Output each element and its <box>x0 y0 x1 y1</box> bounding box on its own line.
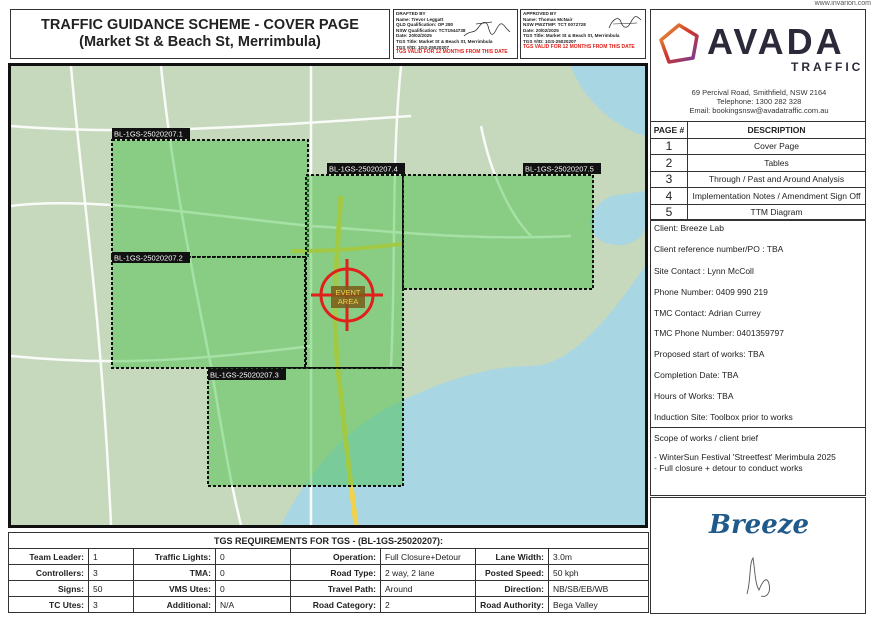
page-number: 5 <box>651 204 688 221</box>
requirements-row <box>9 565 649 581</box>
approved-signature <box>607 14 643 32</box>
approved-tgs-no: TGS #/ID: 1GS-25020207 <box>523 38 577 44</box>
client-reference: Client reference number/PO : TBA <box>654 244 784 254</box>
req-value: Bega Valley <box>549 597 649 613</box>
page-number: 4 <box>651 188 688 205</box>
req-value: 2 way, 2 lane <box>381 565 476 581</box>
drafted-tgs-no: TGS #/ID: 1GS-25020207 <box>396 44 450 50</box>
drafted-qld: QLD Qualification: OP 280 <box>396 22 454 28</box>
site-map <box>8 63 648 528</box>
scope-line-2: - Full closure + detour to conduct works <box>654 463 803 473</box>
page-description: Tables <box>688 155 866 172</box>
drafted-valid: TGS VALID FOR 12 MONTHS FROM THIS DATE <box>396 49 508 56</box>
client-name: Client: Breeze Lab <box>654 223 724 233</box>
source-url: www.invarion.com <box>814 0 871 7</box>
drafted-by-box <box>393 9 518 59</box>
zone-1-label: BL-1GS-25020207.1 <box>114 129 183 139</box>
req-label: TC Utes: <box>9 597 89 613</box>
zone-3-label: BL-1GS-25020207.3 <box>210 370 279 380</box>
req-value: 3 <box>89 565 134 581</box>
zone-1 <box>112 140 308 257</box>
req-value: Full Closure+Detour <box>381 549 476 565</box>
page-description: Cover Page <box>688 138 866 155</box>
document-subtitle: (Market St & Beach St, Merrimbula) <box>79 34 321 50</box>
company-sub: TRAFFIC <box>791 60 864 74</box>
req-value: 50 kph <box>549 565 649 581</box>
page-number: 2 <box>651 155 688 172</box>
req-value: 50 <box>89 581 134 597</box>
req-label: Travel Path: <box>291 581 381 597</box>
page-row <box>651 155 866 172</box>
tmc-contact: TMC Contact: Adrian Currey <box>654 308 761 318</box>
approved-tgs-title: TGS Title: Market St & Beach St, Merrimbula <box>523 33 620 39</box>
company-address: 69 Percival Road, Smithfield, NSW 2164 <box>691 88 827 97</box>
proposed-start: Proposed start of works: TBA <box>654 349 765 359</box>
tmc-phone: TMC Phone Number: 0401359797 <box>654 328 784 338</box>
page-row <box>651 138 866 155</box>
req-value: 3 <box>89 597 134 613</box>
map-canvas <box>11 66 645 525</box>
req-label: VMS Utes: <box>134 581 216 597</box>
approved-name: Name: Thomas McNair <box>523 16 573 22</box>
drafted-signature <box>462 16 512 42</box>
zone-3 <box>208 368 403 486</box>
req-value: Around <box>381 581 476 597</box>
company-email: Email: bookingsnsw@avadatraffic.com.au <box>689 106 829 115</box>
req-label: Road Category: <box>291 597 381 613</box>
scope-line-1: - WinterSun Festival 'Streetfest' Merimbula 2025 <box>654 452 836 462</box>
approved-valid: TGS VALID FOR 12 MONTHS FROM THIS DATE <box>523 43 635 50</box>
desc-col-header: DESCRIPTION <box>688 122 866 139</box>
scope-divider <box>651 427 865 428</box>
drafted-name: Name: Trevor Leggatt <box>396 16 444 22</box>
page-row <box>651 171 866 188</box>
req-label: Team Leader: <box>9 549 89 565</box>
requirements-heading: TGS REQUIREMENTS FOR TGS - (BL-1GS-25020207): <box>9 533 649 549</box>
page-row <box>651 188 866 205</box>
page-description: TTM Diagram <box>688 204 866 221</box>
approved-date: Date: 20/02/2025 <box>523 27 559 33</box>
drafted-nsw: NSW Qualification: TCT1944738 <box>396 27 466 33</box>
client-signature <box>741 550 781 602</box>
avada-logo-icon <box>657 22 701 66</box>
company-logo-box <box>650 9 866 122</box>
req-value: 0 <box>216 549 291 565</box>
req-label: Operation: <box>291 549 381 565</box>
zone-2-label: BL-1GS-25020207.2 <box>114 253 183 263</box>
tgs-requirements <box>8 532 648 614</box>
requirements-row <box>9 597 649 613</box>
req-value: 3.0m <box>549 549 649 565</box>
approved-heading: APPROVED BY <box>523 11 557 16</box>
zone-5-label: BL-1GS-25020207.5 <box>525 164 594 174</box>
document-title: TRAFFIC GUIDANCE SCHEME - COVER PAGE <box>41 17 359 33</box>
completion-date: Completion Date: TBA <box>654 370 739 380</box>
req-label: Lane Width: <box>476 549 549 565</box>
site-contact: Site Contact : Lynn McColl <box>654 266 754 276</box>
page-col-header: PAGE # <box>651 122 688 139</box>
client-logo-box <box>650 497 866 614</box>
breeze-logo: Breeze <box>709 510 810 540</box>
approved-by-box <box>520 9 646 59</box>
induction-site: Induction Site: Toolbox prior to works <box>654 412 793 422</box>
drafted-heading: DRAFTED BY <box>396 11 426 16</box>
zone-2 <box>112 257 305 368</box>
drafted-date: Date: 20/02/2025 <box>396 33 432 39</box>
req-label: Road Authority: <box>476 597 549 613</box>
req-label: Posted Speed: <box>476 565 549 581</box>
approved-nsw: NSW PWZTMP: TCT 0072728 <box>523 22 586 28</box>
scope-title: Scope of works / client brief <box>654 433 758 443</box>
req-value: 2 <box>381 597 476 613</box>
req-value: 0 <box>216 581 291 597</box>
title-box <box>10 9 390 59</box>
req-value: 0 <box>216 565 291 581</box>
page-number: 1 <box>651 138 688 155</box>
event-label-line2: AREA <box>337 297 359 306</box>
requirements-row <box>9 581 649 597</box>
req-label: Road Type: <box>291 565 381 581</box>
client-info <box>650 219 866 496</box>
zone-5 <box>403 175 593 289</box>
req-label: Direction: <box>476 581 549 597</box>
company-name: AVADA <box>707 21 845 62</box>
page-number: 3 <box>651 171 688 188</box>
req-value: N/A <box>216 597 291 613</box>
req-label: Traffic Lights: <box>134 549 216 565</box>
drafted-tgs-title: TGS Title: Market St & Beach St, Merrimbula <box>396 38 493 44</box>
page-description: Through / Past and Around Analysis <box>688 171 866 188</box>
company-phone: Telephone: 1300 282 328 <box>716 97 802 106</box>
req-value: 1 <box>89 549 134 565</box>
requirements-row <box>9 549 649 565</box>
hours-of-work: Hours of Works: TBA <box>654 391 734 401</box>
req-label: Signs: <box>9 581 89 597</box>
company-contact <box>651 88 867 115</box>
req-label: Controllers: <box>9 565 89 581</box>
req-label: TMA: <box>134 565 216 581</box>
req-value: NB/SB/EB/WB <box>549 581 649 597</box>
site-phone: Phone Number: 0409 990 219 <box>654 287 768 297</box>
req-label: Additional: <box>134 597 216 613</box>
event-label-line1: EVENT <box>335 288 361 297</box>
page-index <box>650 121 866 221</box>
page-description: Implementation Notes / Amendment Sign Off <box>688 188 866 205</box>
zone-4-label: BL-1GS-25020207.4 <box>329 164 398 174</box>
